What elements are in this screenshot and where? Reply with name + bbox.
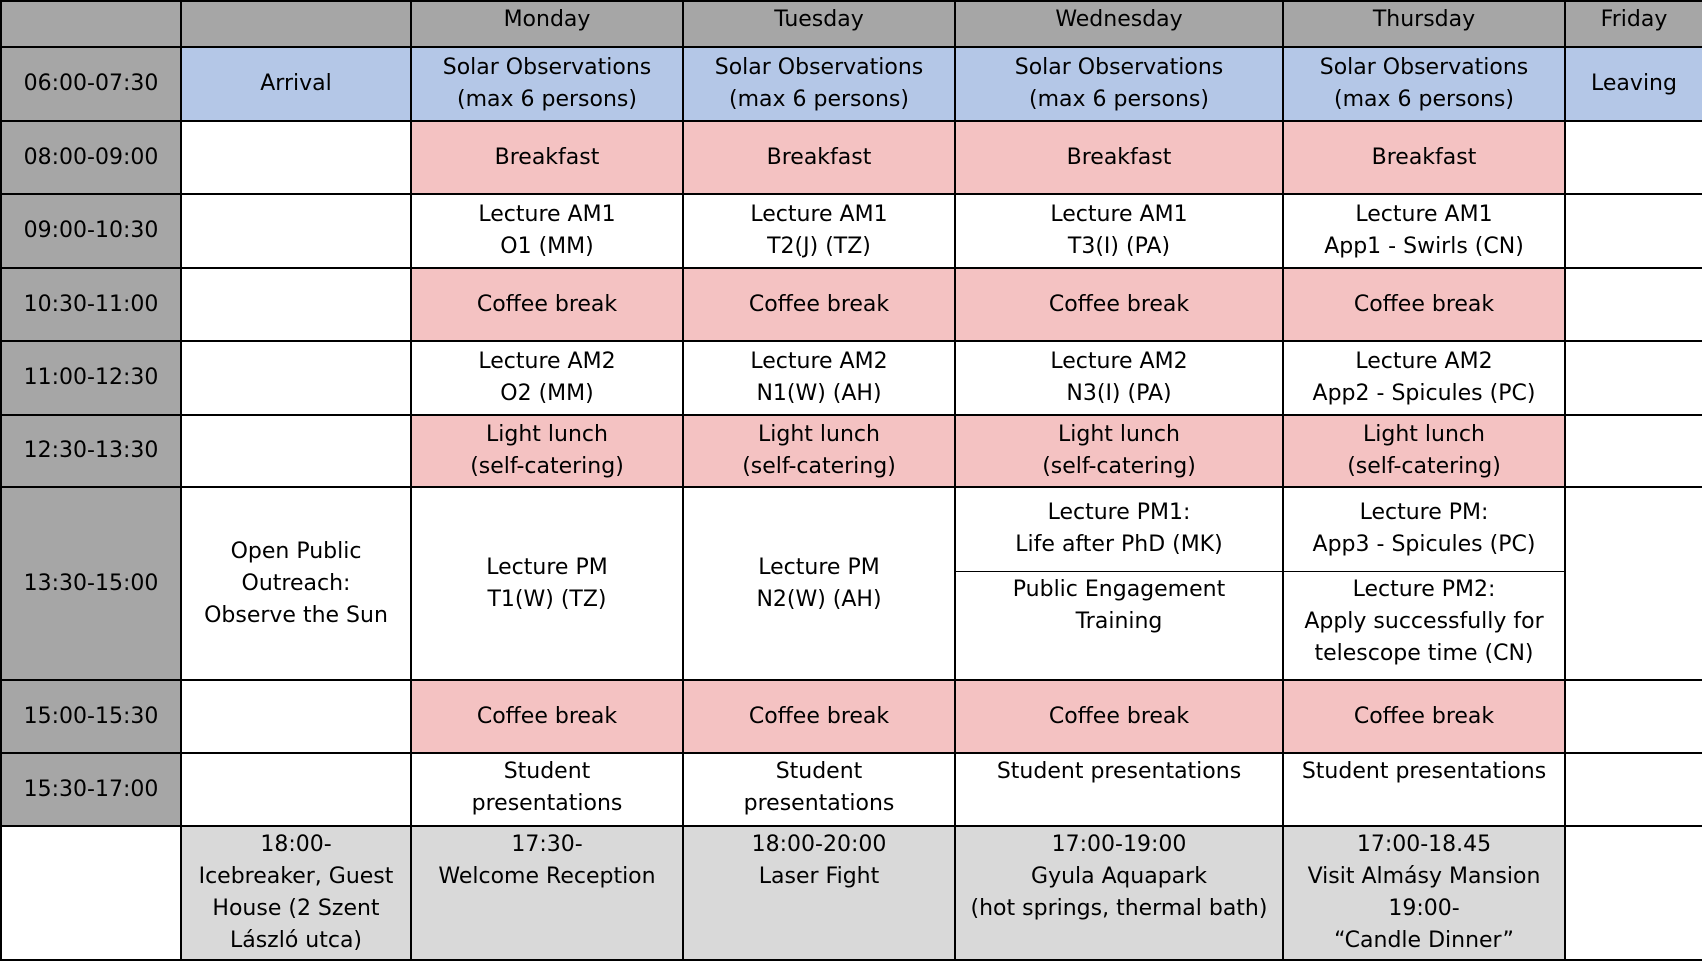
cell-arrival bbox=[181, 47, 411, 121]
cell-thursday-coffee bbox=[1283, 680, 1565, 753]
time-slot: 09:00-10:30 bbox=[1, 194, 181, 268]
cell-wednesday-training bbox=[955, 571, 1283, 680]
cell-monday-students bbox=[411, 753, 683, 826]
cell-empty bbox=[181, 341, 411, 415]
cell-thursday-observations bbox=[1283, 47, 1565, 121]
cell-text-line: N2(W) (AH) bbox=[756, 586, 882, 612]
cell-text-line: Welcome Reception bbox=[438, 864, 656, 889]
cell-monday-observations bbox=[411, 47, 683, 121]
cell-text-line: Outreach: bbox=[241, 570, 351, 596]
cell-tuesday-evening bbox=[683, 826, 955, 960]
time-slot: 06:00-07:30 bbox=[1, 47, 181, 121]
cell-wednesday-lunch bbox=[955, 415, 1283, 487]
cell-text-line: N1(W) (AH) bbox=[756, 381, 882, 406]
cell-text-line: 19:00- bbox=[1388, 896, 1460, 921]
cell-text-line: Open Public bbox=[230, 538, 362, 564]
cell-text-line: Solar Observations bbox=[1319, 55, 1529, 80]
cell-text-line: N3(I) (PA) bbox=[1066, 381, 1172, 406]
cell-text-line: Student bbox=[775, 759, 863, 784]
cell-text-line: Life after PhD (MK) bbox=[1015, 532, 1223, 558]
cell-text-line: 17:00-18.45 bbox=[1356, 832, 1492, 857]
cell-tuesday-coffee bbox=[683, 680, 955, 753]
row-lecture-am1 bbox=[1, 194, 1702, 268]
cell-text-line: (self-catering) bbox=[1042, 454, 1196, 479]
cell-text-line: Lecture AM2 bbox=[1355, 349, 1493, 374]
cell-tuesday-breakfast bbox=[683, 121, 955, 194]
cell-empty bbox=[1565, 571, 1702, 680]
cell-text-line: Training bbox=[1075, 608, 1163, 634]
cell-text-line: Gyula Aquapark bbox=[1031, 864, 1207, 889]
cell-empty bbox=[1565, 680, 1702, 753]
cell-text-line: 18:00- bbox=[260, 832, 332, 857]
cell-text-line: telescope time (CN) bbox=[1314, 640, 1534, 666]
cell-thursday-students bbox=[1283, 753, 1565, 826]
cell-text-line: Light lunch bbox=[1363, 422, 1485, 447]
cell-empty bbox=[181, 680, 411, 753]
header-corner bbox=[1, 1, 181, 47]
cell-text-line: T2(J) (TZ) bbox=[767, 234, 871, 259]
cell-text-line: O2 (MM) bbox=[500, 381, 594, 406]
time-slot: 13:30-15:00 bbox=[1, 487, 181, 680]
cell-text-line: (max 6 persons) bbox=[1334, 87, 1514, 112]
cell-text-line: Breakfast bbox=[494, 144, 600, 170]
row-coffee-afternoon bbox=[1, 680, 1702, 753]
cell-text-line: Icebreaker, Guest bbox=[198, 864, 394, 889]
cell-text-line: (self-catering) bbox=[1347, 454, 1501, 479]
cell-monday-lunch bbox=[411, 415, 683, 487]
cell-text-line: App2 - Spicules (PC) bbox=[1312, 381, 1536, 406]
cell-text-line: Coffee break bbox=[748, 291, 890, 317]
cell-text-line: Public Engagement bbox=[1012, 576, 1226, 602]
cell-wednesday-breakfast bbox=[955, 121, 1283, 194]
cell-text-line: Breakfast bbox=[1371, 144, 1477, 170]
cell-text-line: Coffee break bbox=[1048, 703, 1190, 729]
cell-text-line: Lecture AM2 bbox=[1050, 349, 1188, 374]
cell-text-line: Coffee break bbox=[1048, 291, 1190, 317]
cell-text-line: Lecture PM bbox=[758, 554, 880, 580]
time-slot: 12:30-13:30 bbox=[1, 415, 181, 487]
cell-thursday-pm2 bbox=[1283, 571, 1565, 680]
time-slot: 15:00-15:30 bbox=[1, 680, 181, 753]
cell-thursday-am2 bbox=[1283, 341, 1565, 415]
cell-wednesday-pm1 bbox=[955, 487, 1283, 571]
cell-tuesday-observations bbox=[683, 47, 955, 121]
cell-text-line: Student presentations bbox=[1301, 759, 1547, 784]
cell-monday-breakfast bbox=[411, 121, 683, 194]
cell-tuesday-lunch bbox=[683, 415, 955, 487]
cell-monday-evening bbox=[411, 826, 683, 960]
cell-tuesday-am2 bbox=[683, 341, 955, 415]
cell-text-line: presentations bbox=[743, 791, 895, 816]
cell-text-line: Lecture PM: bbox=[1359, 500, 1489, 526]
cell-text-line: T1(W) (TZ) bbox=[487, 586, 607, 612]
cell-thursday-coffee bbox=[1283, 268, 1565, 341]
row-lecture-pm-a bbox=[1, 487, 1702, 571]
cell-wednesday-am1 bbox=[955, 194, 1283, 268]
cell-empty bbox=[1565, 487, 1702, 571]
cell-wednesday-am2 bbox=[955, 341, 1283, 415]
cell-text-line: Coffee break bbox=[476, 291, 618, 317]
cell-text-line: Breakfast bbox=[766, 144, 872, 170]
time-slot: 08:00-09:00 bbox=[1, 121, 181, 194]
cell-text-line: 17:00-19:00 bbox=[1051, 832, 1187, 857]
cell-empty bbox=[1565, 415, 1702, 487]
cell-text-line: Coffee break bbox=[1353, 703, 1495, 729]
cell-text-line: Light lunch bbox=[758, 422, 880, 447]
cell-icebreaker bbox=[181, 826, 411, 960]
cell-tuesday-pm bbox=[683, 487, 955, 680]
cell-thursday-am1 bbox=[1283, 194, 1565, 268]
cell-empty bbox=[181, 268, 411, 341]
cell-monday-coffee bbox=[411, 268, 683, 341]
cell-wednesday-coffee bbox=[955, 680, 1283, 753]
cell-text-line: Observe the Sun bbox=[204, 602, 388, 628]
cell-monday-coffee bbox=[411, 680, 683, 753]
cell-thursday-pm bbox=[1283, 487, 1565, 571]
cell-text-line: O1 (MM) bbox=[500, 234, 594, 259]
cell-leaving bbox=[1565, 47, 1702, 121]
row-breakfast bbox=[1, 121, 1702, 194]
cell-text-line: House (2 Szent bbox=[212, 896, 380, 921]
cell-empty bbox=[181, 753, 411, 826]
header-monday: Monday bbox=[411, 1, 683, 47]
cell-text-line: Coffee break bbox=[748, 703, 890, 729]
cell-wednesday-evening bbox=[955, 826, 1283, 960]
cell-text-line: Student bbox=[503, 759, 591, 784]
cell-text-line: Laser Fight bbox=[758, 864, 880, 889]
cell-empty bbox=[1565, 753, 1702, 826]
cell-text-line: Apply successfully for bbox=[1304, 608, 1544, 634]
cell-text-line: Visit Almásy Mansion bbox=[1307, 864, 1541, 889]
cell-text-line: Lecture AM1 bbox=[1355, 202, 1493, 227]
cell-text-line: (self-catering) bbox=[742, 454, 896, 479]
cell-text-line: App3 - Spicules (PC) bbox=[1312, 532, 1536, 558]
cell-thursday-lunch bbox=[1283, 415, 1565, 487]
time-slot: 15:30-17:00 bbox=[1, 753, 181, 826]
cell-text-line: (max 6 persons) bbox=[457, 87, 637, 112]
cell-tuesday-students bbox=[683, 753, 955, 826]
cell-text-line: 17:30- bbox=[511, 832, 583, 857]
cell-text-line: “Candle Dinner” bbox=[1334, 928, 1514, 953]
cell-empty bbox=[181, 194, 411, 268]
time-slot: 11:00-12:30 bbox=[1, 341, 181, 415]
cell-wednesday-students bbox=[955, 753, 1283, 826]
cell-wednesday-observations bbox=[955, 47, 1283, 121]
cell-text-line: Lecture AM2 bbox=[478, 349, 616, 374]
header-row bbox=[1, 1, 1702, 47]
cell-tuesday-coffee bbox=[683, 268, 955, 341]
cell-text-line: Leaving bbox=[1591, 71, 1677, 96]
cell-text-line: Coffee break bbox=[476, 703, 618, 729]
cell-text-line: (hot springs, thermal bath) bbox=[970, 896, 1268, 921]
cell-empty bbox=[181, 415, 411, 487]
cell-text-line: App1 - Swirls (CN) bbox=[1324, 234, 1524, 259]
row-lecture-am2 bbox=[1, 341, 1702, 415]
cell-wednesday-coffee bbox=[955, 268, 1283, 341]
cell-empty bbox=[1565, 194, 1702, 268]
cell-thursday-evening bbox=[1283, 826, 1565, 960]
cell-text-line: Lecture PM bbox=[486, 554, 608, 580]
cell-empty bbox=[1565, 341, 1702, 415]
cell-text-line: presentations bbox=[471, 791, 623, 816]
cell-text-line: Light lunch bbox=[486, 422, 608, 447]
header-thursday: Thursday bbox=[1283, 1, 1565, 47]
row-observations bbox=[1, 47, 1702, 121]
cell-empty bbox=[181, 121, 411, 194]
cell-empty bbox=[1565, 121, 1702, 194]
cell-text-line: Student presentations bbox=[996, 759, 1242, 784]
cell-text-line: Solar Observations bbox=[1014, 55, 1224, 80]
cell-text-line: 18:00-20:00 bbox=[751, 832, 887, 857]
time-slot: 10:30-11:00 bbox=[1, 268, 181, 341]
cell-text-line: Lecture AM1 bbox=[750, 202, 888, 227]
cell-text-line: Lecture AM2 bbox=[750, 349, 888, 374]
cell-text-line: László utca) bbox=[229, 928, 363, 953]
header-wednesday: Wednesday bbox=[955, 1, 1283, 47]
cell-empty bbox=[1, 826, 181, 960]
cell-public-outreach bbox=[181, 487, 411, 680]
header-friday: Friday bbox=[1565, 1, 1702, 47]
header-tuesday: Tuesday bbox=[683, 1, 955, 47]
cell-monday-pm bbox=[411, 487, 683, 680]
row-evening bbox=[1, 826, 1702, 960]
cell-text-line: (self-catering) bbox=[470, 454, 624, 479]
cell-text-line: Lecture PM1: bbox=[1047, 500, 1191, 526]
cell-tuesday-am1 bbox=[683, 194, 955, 268]
cell-text-line: Solar Observations bbox=[714, 55, 924, 80]
row-lunch bbox=[1, 415, 1702, 487]
cell-text-line: T3(I) (PA) bbox=[1067, 234, 1171, 259]
cell-text-line: Lecture PM2: bbox=[1352, 576, 1496, 602]
row-coffee-morning bbox=[1, 268, 1702, 341]
cell-text-line: (max 6 persons) bbox=[1029, 87, 1209, 112]
cell-text-line: Breakfast bbox=[1066, 144, 1172, 170]
cell-text-line: Light lunch bbox=[1058, 422, 1180, 447]
cell-text-line: Coffee break bbox=[1353, 291, 1495, 317]
cell-monday-am1 bbox=[411, 194, 683, 268]
cell-monday-am2 bbox=[411, 341, 683, 415]
cell-text-line: Solar Observations bbox=[442, 55, 652, 80]
row-student-presentations bbox=[1, 753, 1702, 826]
cell-text-line: Lecture AM1 bbox=[478, 202, 616, 227]
cell-text-line: Lecture AM1 bbox=[1050, 202, 1188, 227]
header-arrival-column bbox=[181, 1, 411, 47]
cell-empty bbox=[1565, 826, 1702, 960]
cell-thursday-breakfast bbox=[1283, 121, 1565, 194]
cell-empty bbox=[1565, 268, 1702, 341]
cell-text-line: Arrival bbox=[260, 71, 332, 96]
cell-text-line: (max 6 persons) bbox=[729, 87, 909, 112]
